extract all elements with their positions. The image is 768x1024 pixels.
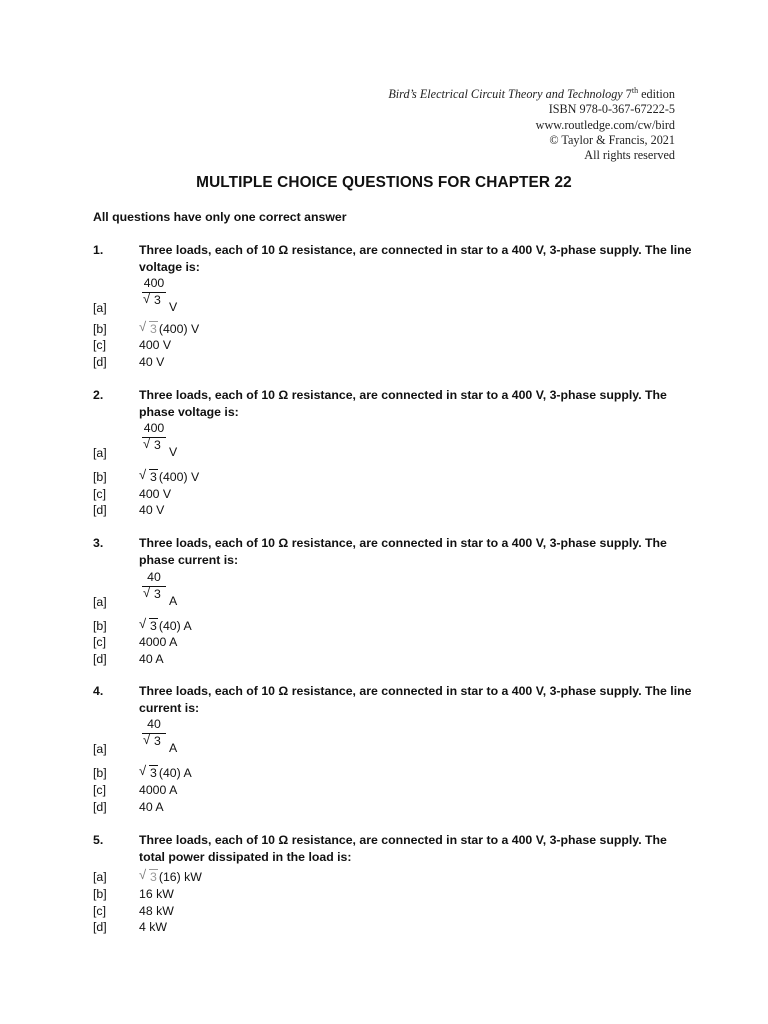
sqrt-expression bbox=[139, 321, 158, 337]
isbn: ISBN 978-0-367-67222-5 bbox=[548, 102, 675, 117]
edition-suffix: th bbox=[631, 85, 639, 95]
radicand: 3 bbox=[150, 322, 157, 336]
option-label: [c] bbox=[93, 783, 106, 797]
sqrt-expression bbox=[139, 469, 158, 485]
sqrt-expression bbox=[139, 765, 158, 781]
sqrt-expression bbox=[139, 618, 158, 634]
option-c[interactable] bbox=[93, 903, 693, 919]
option-unit: A bbox=[169, 741, 178, 755]
option-a[interactable] bbox=[93, 869, 693, 885]
sqrt-symbol: √ bbox=[139, 467, 147, 482]
publisher-url: www.routledge.com/cw/bird bbox=[535, 117, 675, 132]
question-text-line-2: total power dissipated in the load is: bbox=[139, 850, 352, 864]
option-text: (40) A bbox=[158, 766, 192, 780]
book-title: Bird’s Electrical Circuit Theory and Technology bbox=[388, 87, 623, 101]
option-value bbox=[139, 618, 192, 634]
sqrt-symbol: √ bbox=[139, 319, 147, 334]
page-title: MULTIPLE CHOICE QUESTIONS FOR CHAPTER 22 bbox=[196, 174, 572, 191]
question-number: 5. bbox=[93, 833, 104, 847]
question-text-line-2: phase current is: bbox=[139, 553, 239, 567]
option-label: [d] bbox=[93, 800, 107, 814]
question-text-line-1: Three loads, each of 10 Ω resistance, are connected in star to a 400 V, 3-phase supply. The line bbox=[139, 684, 692, 698]
question-text-line-1: Three loads, each of 10 Ω resistance, are connected in star to a 400 V, 3-phase supply. The bbox=[139, 833, 667, 847]
option-value bbox=[139, 469, 199, 485]
sqrt-denominator bbox=[143, 293, 162, 307]
option-label: [a] bbox=[93, 301, 107, 315]
radicand: 3 bbox=[154, 734, 161, 748]
option-label: [a] bbox=[93, 870, 107, 884]
option-d[interactable] bbox=[93, 502, 693, 518]
option-text: 16 kW bbox=[139, 887, 174, 901]
option-text: 4000 A bbox=[139, 783, 178, 797]
option-label: [b] bbox=[93, 470, 107, 484]
radicand: 3 bbox=[150, 870, 157, 884]
option-b[interactable] bbox=[93, 469, 693, 485]
option-d[interactable] bbox=[93, 354, 693, 370]
option-unit: V bbox=[169, 300, 178, 314]
option-unit: V bbox=[169, 445, 178, 459]
question-text-line-1: Three loads, each of 10 Ω resistance, are connected in star to a 400 V, 3-phase supply. The bbox=[139, 536, 667, 550]
radicand: 3 bbox=[154, 438, 161, 452]
option-a[interactable] bbox=[93, 300, 693, 316]
option-label: [a] bbox=[93, 595, 107, 609]
option-text: 400 V bbox=[139, 338, 172, 352]
option-text: 40 V bbox=[139, 503, 165, 517]
option-c[interactable] bbox=[93, 634, 693, 650]
rights-notice: All rights reserved bbox=[584, 148, 675, 163]
radicand: 3 bbox=[150, 766, 157, 780]
sqrt-symbol: √ bbox=[139, 763, 147, 778]
sqrt-denominator bbox=[143, 734, 162, 748]
option-d[interactable] bbox=[93, 651, 693, 667]
sqrt-denominator bbox=[143, 438, 162, 452]
radicand: 3 bbox=[154, 587, 161, 601]
question-5 bbox=[93, 832, 693, 934]
option-value bbox=[139, 321, 199, 337]
question-stem bbox=[93, 242, 693, 274]
option-text: 400 V bbox=[139, 487, 172, 501]
option-label: [b] bbox=[93, 766, 107, 780]
copyright: © Taylor & Francis, 2021 bbox=[549, 132, 675, 147]
instructions: All questions have only one correct answer bbox=[93, 210, 347, 224]
option-label: [b] bbox=[93, 322, 107, 336]
question-2 bbox=[93, 387, 693, 517]
question-stem bbox=[93, 535, 693, 567]
question-text-line-2: phase voltage is: bbox=[139, 405, 239, 419]
sqrt-symbol: √ bbox=[139, 867, 147, 882]
book-title-line bbox=[388, 87, 675, 102]
radicand: 3 bbox=[154, 293, 161, 307]
sqrt-symbol: √ bbox=[143, 291, 151, 306]
option-text: 4 kW bbox=[139, 920, 168, 934]
edition-word: edition bbox=[638, 87, 675, 101]
sqrt-symbol: √ bbox=[143, 436, 151, 451]
option-label: [c] bbox=[93, 904, 106, 918]
option-c[interactable] bbox=[93, 337, 693, 353]
option-text: (40) A bbox=[158, 619, 192, 633]
question-number: 2. bbox=[93, 388, 104, 402]
fraction-numerator: 400 bbox=[143, 276, 165, 290]
option-text: 40 A bbox=[139, 800, 164, 814]
option-a[interactable] bbox=[93, 445, 693, 461]
option-text: 48 kW bbox=[139, 904, 174, 918]
fraction-numerator: 40 bbox=[147, 717, 161, 731]
radicand: 3 bbox=[150, 470, 157, 484]
option-label: [d] bbox=[93, 355, 107, 369]
question-stem bbox=[93, 683, 693, 715]
question-text-line-2: current is: bbox=[139, 701, 200, 715]
option-value bbox=[139, 765, 192, 781]
citation-header bbox=[388, 87, 675, 163]
question-stem bbox=[93, 832, 693, 864]
sqrt-symbol: √ bbox=[143, 585, 151, 600]
option-b[interactable] bbox=[93, 886, 693, 902]
option-a[interactable] bbox=[93, 741, 693, 757]
option-b[interactable] bbox=[93, 618, 693, 634]
option-b[interactable] bbox=[93, 765, 693, 781]
option-text: 4000 A bbox=[139, 635, 178, 649]
option-text: (400) V bbox=[158, 470, 200, 484]
option-text: 40 A bbox=[139, 652, 164, 666]
option-label: [c] bbox=[93, 635, 106, 649]
edition-number: 7 bbox=[625, 87, 632, 101]
option-c[interactable] bbox=[93, 782, 693, 798]
option-d[interactable] bbox=[93, 799, 693, 815]
sqrt-denominator bbox=[143, 587, 162, 601]
fraction-numerator: 40 bbox=[147, 570, 161, 584]
option-label: [d] bbox=[93, 503, 107, 517]
option-label: [b] bbox=[93, 887, 107, 901]
radicand: 3 bbox=[150, 619, 157, 633]
option-text: 40 V bbox=[139, 355, 165, 369]
option-text: (16) kW bbox=[158, 870, 202, 884]
option-label: [c] bbox=[93, 487, 106, 501]
question-number: 1. bbox=[93, 243, 104, 257]
question-3 bbox=[93, 535, 693, 666]
option-label: [b] bbox=[93, 619, 107, 633]
question-4 bbox=[93, 683, 693, 814]
sqrt-symbol: √ bbox=[143, 732, 151, 747]
option-label: [c] bbox=[93, 338, 106, 352]
sqrt-expression bbox=[139, 869, 158, 885]
question-number: 4. bbox=[93, 684, 104, 698]
option-label: [d] bbox=[93, 920, 107, 934]
option-d[interactable] bbox=[93, 919, 693, 935]
fraction-numerator: 400 bbox=[143, 421, 165, 435]
question-text-line-1: Three loads, each of 10 Ω resistance, are connected in star to a 400 V, 3-phase supply. The line bbox=[139, 243, 692, 257]
option-label: [a] bbox=[93, 742, 107, 756]
option-unit: A bbox=[169, 594, 178, 608]
option-value bbox=[139, 869, 202, 885]
option-c[interactable] bbox=[93, 486, 693, 502]
question-stem bbox=[93, 387, 693, 419]
option-text: (400) V bbox=[158, 322, 200, 336]
option-label: [a] bbox=[93, 446, 107, 460]
option-label: [d] bbox=[93, 652, 107, 666]
question-number: 3. bbox=[93, 536, 104, 550]
question-text-line-2: voltage is: bbox=[139, 260, 200, 274]
question-1 bbox=[93, 242, 693, 369]
option-a[interactable] bbox=[93, 594, 693, 610]
sqrt-symbol: √ bbox=[139, 616, 147, 631]
option-b[interactable] bbox=[93, 321, 693, 337]
question-text-line-1: Three loads, each of 10 Ω resistance, are connected in star to a 400 V, 3-phase supply. The bbox=[139, 388, 667, 402]
